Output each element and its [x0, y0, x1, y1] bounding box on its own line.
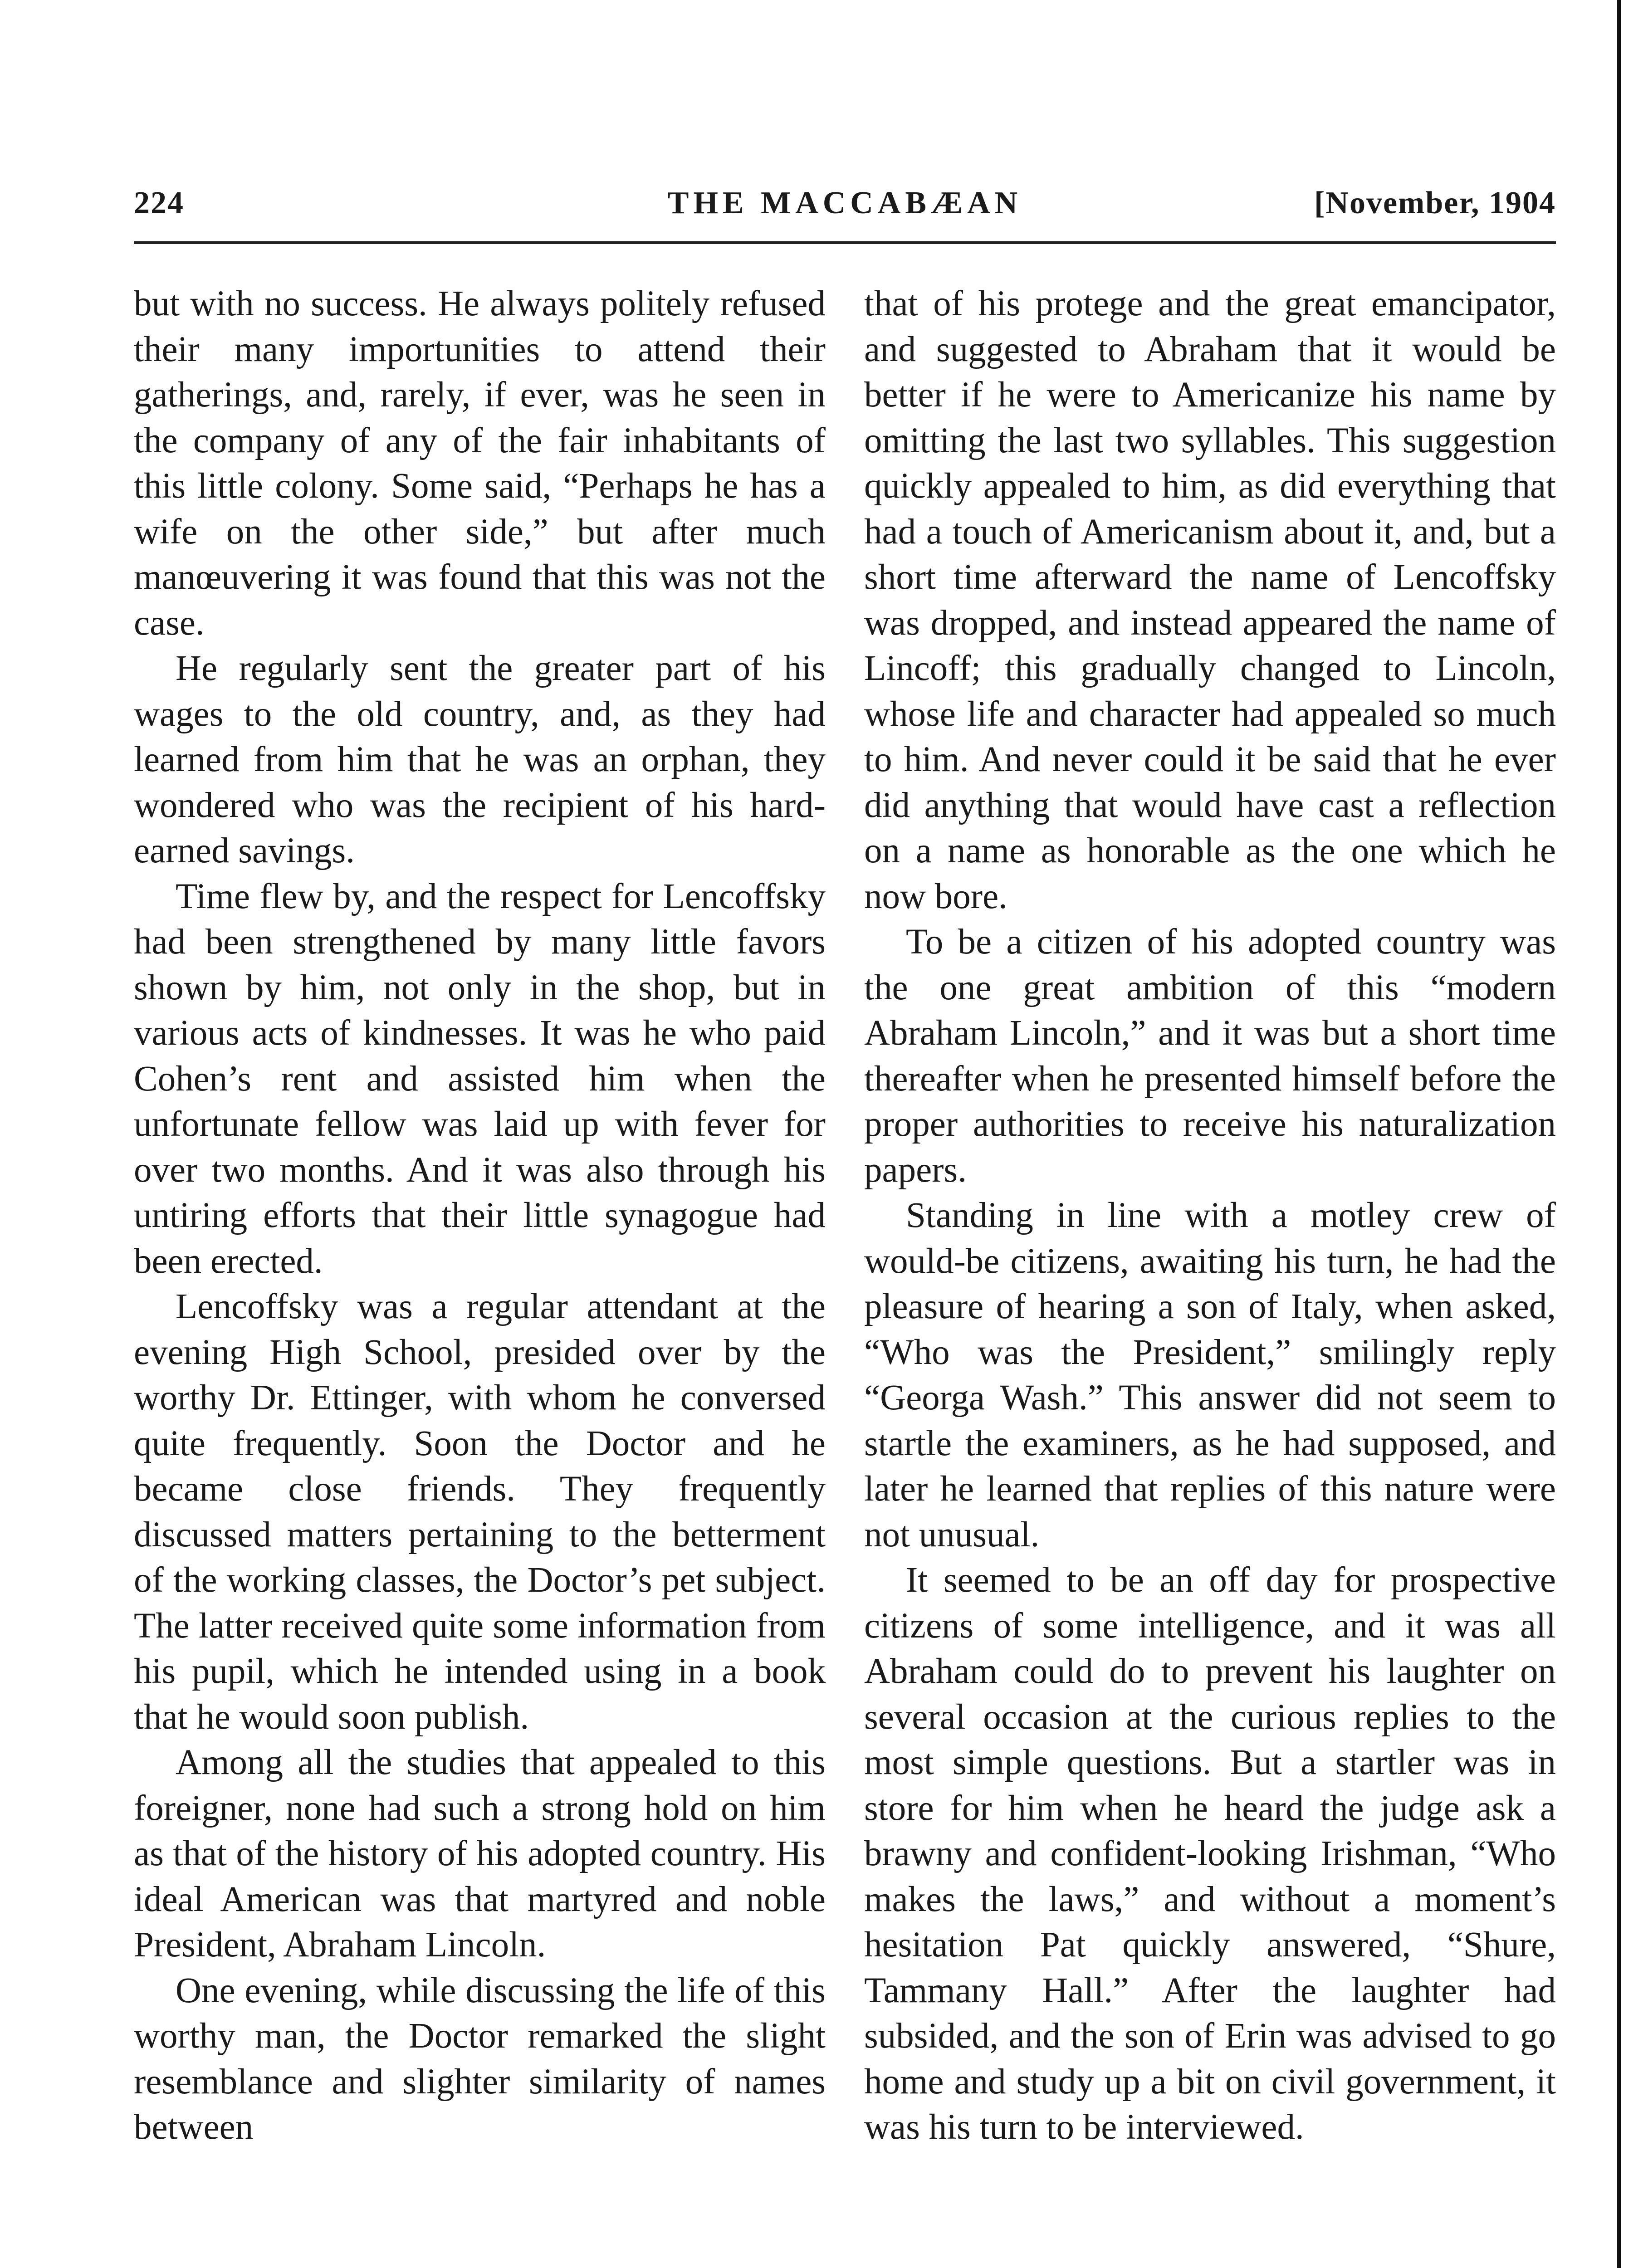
paragraph: Standing in line with a motley crew of would-be citizens, awaiting his turn, he had the pleasure of hearing a son of Italy, when asked, “Who was the President,” smilingly reply “Georga Wash.” This answer did not seem to startle the examiners, as he had supposed, and later he learned that replies of this nature were not unusual. — [864, 1196, 1556, 1554]
paragraph: To be a citizen of his adopted country was the one great ambition of this “modern Abraham Lincoln,” and it was but a short time thereafter when he presented himself before the proper authorities to receive his naturalization papers. — [864, 922, 1556, 1190]
left-column — [134, 281, 826, 2151]
page-number: 224 — [134, 186, 184, 220]
header-rule — [134, 241, 1556, 244]
paragraph: Among all the studies that appealed to this foreigner, none had such a strong hold on him as that of the history of his adopted country. His ideal American was that martyred and noble President, Abraham Lincoln. — [134, 1743, 826, 1965]
page-header — [134, 185, 1556, 226]
right-column — [864, 281, 1556, 2151]
paragraph: Time flew by, and the respect for Lencoffsky had been strengthened by many little favors shown by him, not only in the shop, but in various acts of kindnesses. It was he who paid Cohen’s rent and assisted him when the unfortunate fellow was laid up with fever for over two months. And it was also through his untiring efforts that their little synagogue had been erected. — [134, 876, 826, 1281]
paragraph: He regularly sent the greater part of his wages to the old country, and, as they had learned from him that he was an orphan, they wondered who was the recipient of his hard-earned savings. — [134, 649, 826, 870]
paragraph: but with no success. He always politely refused their many importunities to attend their gatherings, and, rarely, if ever, was he seen in the company of any of the fair inhabitants of this little colony. Some said, “Perhaps he has a wife on the other side,” but after much manœuvering it was found that this was not the case. — [134, 284, 826, 643]
paragraph: Lencoffsky was a regular attendant at the evening High School, presided over by the worthy Dr. Ettinger, with whom he conversed quite frequently. Soon the Doctor and he became close friends. They frequently discussed matters pertaining to the betterment of the working classes, the Doctor’s pet subject. The latter received quite some information from his pupil, which he intended using in a book that he would soon publish. — [134, 1287, 826, 1737]
paragraph: It seemed to be an off day for prospective citizens of some intelligence, and it was all Abraham could do to prevent his laughter on several occasion at the curious replies to the most simple questions. But a startler was in store for him when he heard the judge ask a brawny and confident-looking Irishman, “Who makes the laws,” and without a moment’s hesitation Pat quickly answered, “Shure, Tammany Hall.” After the laughter had subsided, and the son of Erin was advised to go home and study up a bit on civil government, it was his turn to be interviewed. — [864, 1560, 1556, 2147]
journal-title: THE MACCABÆAN — [667, 186, 1022, 220]
paragraph: that of his protege and the great emancipator, and suggested to Abraham that it would be better if he were to Americanize his name by omitting the last two syllables. This suggestion quickly appealed to him, as did everything that had a touch of Americanism about it, and, but a short time afterward the name of Lencoffsky was dropped, and instead appeared the name of Lincoff; this gradually changed to Lincoln, whose life and character had appealed so much to him. And never could it be said that he ever did anything that would have cast a reflection on a name as honorable as the one which he now bore. — [864, 284, 1556, 916]
issue-date: [November, 1904 — [1314, 186, 1556, 220]
page-edge-border — [1617, 0, 1621, 2268]
paragraph: One evening, while discussing the life of this worthy man, the Doctor remarked the slight resemblance and slighter similarity of names between — [134, 1970, 826, 2147]
